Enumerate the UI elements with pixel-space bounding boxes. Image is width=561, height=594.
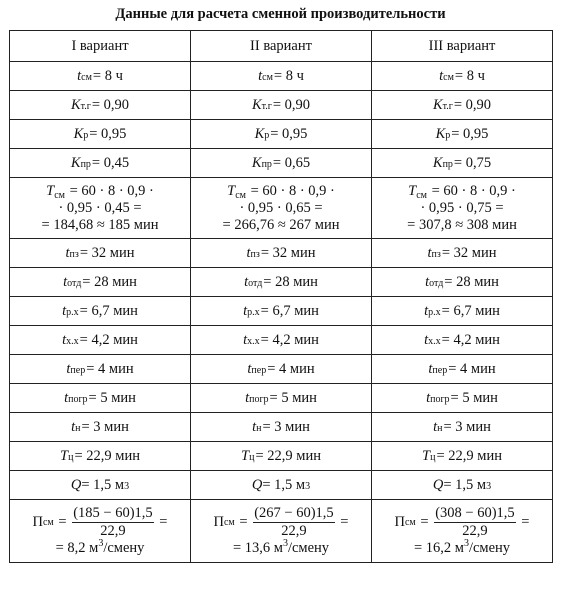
fraction-numerator: (308 − 60)1,5 <box>435 505 515 521</box>
unit-exponent: 3 <box>98 538 104 550</box>
T_sm-subscript: см <box>235 189 246 201</box>
cell-t_xx-v1 <box>10 326 191 355</box>
cell-T_sm-v1 <box>10 178 191 239</box>
row-k_pr <box>10 149 553 178</box>
cell-t_per-v1 <box>10 355 191 384</box>
formula: Q = 1,5 м 3 <box>432 476 492 493</box>
productivity-formula: П см = $\frac{(308 - 60)1,5}{22,9}$ = <box>394 505 530 539</box>
cell-Q-v2 <box>191 471 372 500</box>
formula-value: = 0,65 <box>272 154 311 171</box>
cell-t_sm-v3 <box>372 62 553 91</box>
cell-t_per-v2 <box>191 355 372 384</box>
equals-tail: = <box>155 514 168 530</box>
cell-P_sm-v3 <box>372 500 553 563</box>
header-variant-3: III вариант <box>372 31 553 62</box>
T_c-symbol: T <box>422 447 431 464</box>
formula: K т.г = 0,90 <box>432 96 492 113</box>
formula: K пр = 0,65 <box>251 154 311 171</box>
T_sm-symbol: T <box>46 182 55 199</box>
formula-line-1 <box>372 183 552 200</box>
t_per-symbol: t <box>428 360 433 377</box>
cell-t_pogr-v3 <box>372 384 553 413</box>
cell-t_pogr-v1 <box>10 384 191 413</box>
formula-value: = 32 мин <box>260 244 316 261</box>
row-T_sm <box>10 178 553 239</box>
row-Q <box>10 471 553 500</box>
formula-value: = 4 мин <box>86 360 134 377</box>
formula-value: = 5 мин <box>450 389 498 406</box>
T_sm-subscript: см <box>416 189 427 201</box>
formula: t отд = 28 мин <box>63 273 137 290</box>
t_rx-symbol: t <box>62 302 67 319</box>
cell-P_sm-v2 <box>191 500 372 563</box>
formula-value: = 4 мин <box>267 360 315 377</box>
formula: T ц = 22,9 мин <box>422 447 502 464</box>
cell-t_n-v3 <box>372 413 553 442</box>
formula-value: = 0,90 <box>91 96 130 113</box>
formula-value: = 6,7 мин <box>79 302 138 319</box>
row-k_r <box>10 120 553 149</box>
cell-k_pr-v1 <box>10 149 191 178</box>
k_r-symbol: K <box>73 125 84 142</box>
t_otd-symbol: t <box>63 273 68 290</box>
formula-text: = 60 · 8 · 0,9 · <box>427 182 516 199</box>
cell-k_r-v3 <box>372 120 553 149</box>
formula-value: = 0,95 <box>451 125 489 142</box>
table-body <box>10 62 553 563</box>
t_sm-symbol: t <box>77 67 82 84</box>
equals: = <box>54 514 71 530</box>
formula: Q = 1,5 м 3 <box>251 476 311 493</box>
row-t_per <box>10 355 553 384</box>
cell-k_tg-v1 <box>10 91 191 120</box>
cell-t_otd-v3 <box>372 268 553 297</box>
equals: = <box>416 514 433 530</box>
formula-value: = 5 мин <box>269 389 317 406</box>
t_per-symbol: t <box>66 360 71 377</box>
unit-tail: /смену <box>103 540 145 556</box>
formula-value: = 1,5 м <box>443 476 487 493</box>
formula: t н = 3 мин <box>71 418 129 435</box>
row-t_otd <box>10 268 553 297</box>
cell-T_sm-v2 <box>191 178 372 239</box>
formula-value: = 5 мин <box>88 389 136 406</box>
pi-symbol: П <box>213 514 224 530</box>
cell-t_n-v1 <box>10 413 191 442</box>
row-t_sm <box>10 62 553 91</box>
t_xx-symbol: t <box>62 331 67 348</box>
formula: Q = 1,5 м 3 <box>70 476 130 493</box>
fraction-denominator: 22,9 <box>100 523 126 539</box>
cell-t_sm-v2 <box>191 62 372 91</box>
formula: t отд = 28 мин <box>244 273 318 290</box>
t_pogr-symbol: t <box>245 389 250 406</box>
formula: t н = 3 мин <box>252 418 310 435</box>
formula: t пз = 32 мин <box>246 244 316 261</box>
formula-value: = 0,45 <box>91 154 130 171</box>
cell-t_xx-v2 <box>191 326 372 355</box>
header-row <box>10 31 553 62</box>
unit-exponent: 3 <box>282 538 288 550</box>
formula: t х.х = 4,2 мин <box>243 331 319 348</box>
formula: t см = 8 ч <box>258 67 304 84</box>
formula-value: = 28 мин <box>444 273 499 290</box>
formula: t пз = 32 мин <box>427 244 497 261</box>
cell-t_rx-v2 <box>191 297 372 326</box>
row-t_rx <box>10 297 553 326</box>
formula-value: = 22,9 мин <box>74 447 140 464</box>
cell-k_r-v2 <box>191 120 372 149</box>
cell-t_xx-v3 <box>372 326 553 355</box>
formula: t х.х = 4,2 мин <box>424 331 500 348</box>
unit-tail: /смену <box>468 540 511 556</box>
cell-t_pz-v3 <box>372 239 553 268</box>
formula-value: = 4,2 мин <box>79 331 138 348</box>
formula-value: = 4 мин <box>448 360 496 377</box>
pi-symbol: П <box>32 514 43 530</box>
productivity-formula: П см = $\frac{(185 - 60)1,5}{22,9}$ = <box>32 505 168 539</box>
result-value: = 8,2 м <box>55 540 99 556</box>
t_pogr-symbol: t <box>426 389 431 406</box>
cell-t_rx-v1 <box>10 297 191 326</box>
formula-value: = 22,9 мин <box>436 447 502 464</box>
t_otd-symbol: t <box>425 273 430 290</box>
formula-value: = 1,5 м <box>262 476 306 493</box>
formula-line-2: · 0,95 · 0,65 = <box>239 199 323 216</box>
fraction <box>253 505 334 540</box>
k_tg-symbol: K <box>251 96 262 113</box>
formula-value: = 8 ч <box>92 67 123 84</box>
formula: t см = 8 ч <box>77 67 123 84</box>
t_pogr-symbol: t <box>64 389 69 406</box>
fraction-numerator: (185 − 60)1,5 <box>73 505 153 521</box>
t_pz-symbol: t <box>246 244 251 261</box>
t_otd-symbol: t <box>244 273 249 290</box>
cell-T_c-v3 <box>372 442 553 471</box>
formula-line-3: = 266,76 ≈ 267 мин <box>222 216 340 233</box>
formula-value: = 0,75 <box>453 154 492 171</box>
unit-exponent: 3 <box>463 538 469 550</box>
t_rx-symbol: t <box>243 302 248 319</box>
formula-value: = 3 мин <box>81 418 129 435</box>
productivity-result <box>191 540 371 557</box>
T_sm-subscript: см <box>54 189 65 201</box>
fraction <box>434 505 515 540</box>
t_n-symbol: t <box>71 418 76 435</box>
formula-value: = 6,7 мин <box>441 302 500 319</box>
formula: t погр = 5 мин <box>426 389 498 406</box>
result-value: = 16,2 м <box>413 540 464 556</box>
formula: K т.г = 0,90 <box>251 96 311 113</box>
t_pz-symbol: t <box>65 244 70 261</box>
formula-value: = 0,90 <box>453 96 492 113</box>
formula-value: = 22,9 мин <box>255 447 321 464</box>
k_pr-symbol: K <box>432 154 443 171</box>
k_tg-symbol: K <box>432 96 443 113</box>
unit-tail: /смену <box>287 540 330 556</box>
T_sm-symbol: T <box>408 182 417 199</box>
formula-value: = 8 ч <box>273 67 304 84</box>
cell-t_otd-v1 <box>10 268 191 297</box>
formula: t пз = 32 мин <box>65 244 135 261</box>
productivity-formula: П см = $\frac{(267 - 60)1,5}{22,9}$ = <box>213 505 349 539</box>
k_tg-symbol: K <box>70 96 81 113</box>
t_n-symbol: t <box>433 418 438 435</box>
formula: t отд = 28 мин <box>425 273 499 290</box>
formula: t пер = 4 мин <box>66 360 134 377</box>
formula: K р = 0,95 <box>435 125 489 142</box>
row-t_pz <box>10 239 553 268</box>
row-t_n <box>10 413 553 442</box>
cell-T_sm-v3 <box>372 178 553 239</box>
formula: t пер = 4 мин <box>247 360 315 377</box>
formula-line-3: = 307,8 ≈ 308 мин <box>407 216 517 233</box>
cell-t_rx-v3 <box>372 297 553 326</box>
t_n-symbol: t <box>252 418 257 435</box>
formula: t р.х = 6,7 мин <box>424 302 500 319</box>
formula-value: = 32 мин <box>441 244 497 261</box>
formula: K пр = 0,45 <box>70 154 130 171</box>
formula-value: = 3 мин <box>443 418 491 435</box>
cell-T_c-v1 <box>10 442 191 471</box>
formula-line-2: · 0,95 · 0,45 = <box>58 199 142 216</box>
result-value: = 13,6 м <box>232 540 283 556</box>
k_r-symbol: K <box>254 125 265 142</box>
equals-tail: = <box>336 514 349 530</box>
T_c-symbol: T <box>241 447 250 464</box>
formula: t н = 3 мин <box>433 418 491 435</box>
equals: = <box>235 514 252 530</box>
fraction-denominator: 22,9 <box>281 523 307 539</box>
cell-t_pz-v1 <box>10 239 191 268</box>
cell-t_sm-v1 <box>10 62 191 91</box>
productivity-table <box>9 30 553 563</box>
cell-k_tg-v2 <box>191 91 372 120</box>
formula-text: = 60 · 8 · 0,9 · <box>65 182 154 199</box>
cell-t_pogr-v2 <box>191 384 372 413</box>
formula-value: = 0,95 <box>270 125 308 142</box>
formula-line-2: · 0,95 · 0,75 = <box>420 199 504 216</box>
productivity-result <box>10 540 190 557</box>
formula-value: = 1,5 м <box>81 476 125 493</box>
cell-k_r-v1 <box>10 120 191 149</box>
formula: t р.х = 6,7 мин <box>62 302 138 319</box>
formula: t х.х = 4,2 мин <box>62 331 138 348</box>
row-t_pogr <box>10 384 553 413</box>
formula-value: = 0,90 <box>272 96 311 113</box>
t_sm-symbol: t <box>258 67 263 84</box>
pi-symbol: П <box>394 514 405 530</box>
row-t_xx <box>10 326 553 355</box>
k_pr-symbol: K <box>251 154 262 171</box>
formula-line-1 <box>10 183 190 200</box>
formula-value: = 0,95 <box>89 125 127 142</box>
formula-value: = 32 мин <box>79 244 135 261</box>
formula: t р.х = 6,7 мин <box>243 302 319 319</box>
formula: T ц = 22,9 мин <box>60 447 140 464</box>
fraction <box>72 505 153 540</box>
formula-text: = 60 · 8 · 0,9 · <box>246 182 335 199</box>
formula-value: = 4,2 мин <box>260 331 319 348</box>
t_sm-symbol: t <box>439 67 444 84</box>
table-title: Данные для расчета сменной производительности <box>115 6 446 22</box>
formula: t пер = 4 мин <box>428 360 496 377</box>
cell-t_n-v2 <box>191 413 372 442</box>
t_pz-symbol: t <box>427 244 432 261</box>
formula-value: = 4,2 мин <box>441 331 500 348</box>
formula-value: = 8 ч <box>454 67 485 84</box>
formula: T ц = 22,9 мин <box>241 447 321 464</box>
T_c-symbol: T <box>60 447 69 464</box>
formula: t погр = 5 мин <box>64 389 136 406</box>
cell-T_c-v2 <box>191 442 372 471</box>
t_xx-symbol: t <box>424 331 429 348</box>
formula-value: = 28 мин <box>82 273 137 290</box>
formula: t погр = 5 мин <box>245 389 317 406</box>
formula: K р = 0,95 <box>254 125 308 142</box>
formula-value: = 28 мин <box>263 273 318 290</box>
equals-tail: = <box>517 514 530 530</box>
cell-k_tg-v3 <box>372 91 553 120</box>
row-P_sm <box>10 500 553 563</box>
formula-line-1 <box>191 183 371 200</box>
Q-symbol: Q <box>251 476 263 493</box>
formula: t см = 8 ч <box>439 67 485 84</box>
k_r-symbol: K <box>435 125 446 142</box>
formula-line-3: = 184,68 ≈ 185 мин <box>41 216 159 233</box>
fraction-numerator: (267 − 60)1,5 <box>254 505 334 521</box>
fraction-denominator: 22,9 <box>462 523 488 539</box>
header-variant-2: II вариант <box>191 31 372 62</box>
k_pr-symbol: K <box>70 154 81 171</box>
productivity-result <box>372 540 552 557</box>
cell-Q-v1 <box>10 471 191 500</box>
T_sm-symbol: T <box>227 182 236 199</box>
cell-P_sm-v1 <box>10 500 191 563</box>
formula: K пр = 0,75 <box>432 154 492 171</box>
formula-value: = 6,7 мин <box>260 302 319 319</box>
cell-t_per-v3 <box>372 355 553 384</box>
cell-Q-v3 <box>372 471 553 500</box>
Q-symbol: Q <box>432 476 444 493</box>
cell-t_otd-v2 <box>191 268 372 297</box>
cell-t_pz-v2 <box>191 239 372 268</box>
formula-value: = 3 мин <box>262 418 310 435</box>
row-k_tg <box>10 91 553 120</box>
t_per-symbol: t <box>247 360 252 377</box>
t_xx-symbol: t <box>243 331 248 348</box>
Q-symbol: Q <box>70 476 82 493</box>
cell-k_pr-v2 <box>191 149 372 178</box>
cell-k_pr-v3 <box>372 149 553 178</box>
t_rx-symbol: t <box>424 302 429 319</box>
header-variant-1: I вариант <box>10 31 191 62</box>
row-T_c <box>10 442 553 471</box>
formula: K р = 0,95 <box>73 125 127 142</box>
formula: K т.г = 0,90 <box>70 96 130 113</box>
